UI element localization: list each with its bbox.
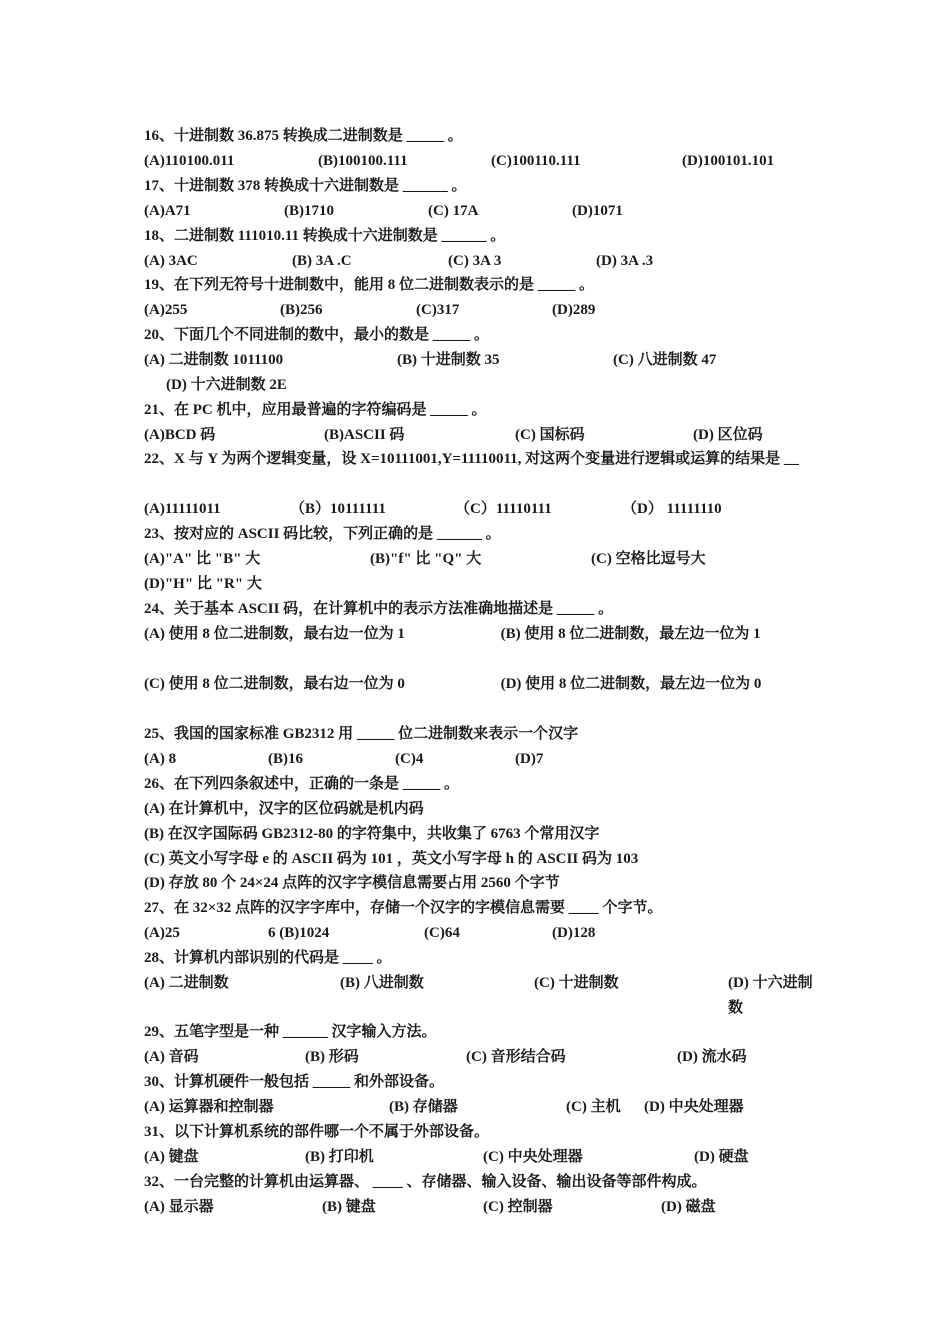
option-d: (D)128 xyxy=(552,925,596,941)
option-d: (D) 区位码 xyxy=(693,427,763,443)
options-row xyxy=(144,298,814,322)
option-a: (A) 二进制数 xyxy=(144,975,229,991)
option-b: (B) 键盘 xyxy=(322,1199,376,1215)
option-d: (D)1071 xyxy=(572,203,623,219)
question-stem: 17、十进制数 378 转换成十六进制数是 ______ 。 xyxy=(144,178,467,194)
option-c: (C) 八进制数 47 xyxy=(613,352,717,368)
question-stem: 25、我国的国家标准 GB2312 用 _____ 位二进制数来表示一个汉字 xyxy=(144,726,579,742)
option-c: (C)317 xyxy=(416,302,460,318)
options-row xyxy=(144,547,814,571)
option-c: (C) 主机 xyxy=(566,1099,621,1115)
options-row xyxy=(144,1045,814,1069)
option-c: (C) 3A 3 xyxy=(448,253,502,269)
option-c: (C) 十进制数 xyxy=(534,975,619,991)
question-stem: 23、按对应的 ASCII 码比较，下列正确的是 ______ 。 xyxy=(144,526,501,542)
question-stem: 24、关于基本 ASCII 码，在计算机中的表示方法准确地描述是 _____ 。 xyxy=(144,601,614,617)
option-a: (A) 运算器和控制器 xyxy=(144,1099,274,1115)
option-d: (D)7 xyxy=(515,751,544,767)
question-stem: 18、二进制数 111010.11 转换成十六进制数是 ______ 。 xyxy=(144,228,506,244)
options-row xyxy=(144,1195,814,1219)
option-a: (A)255 xyxy=(144,302,188,318)
option-c: (C)4 xyxy=(395,751,424,767)
option-d: (D) 流水码 xyxy=(677,1049,747,1065)
option-b: (B) 存储器 xyxy=(389,1099,458,1115)
option-a: (A)11111011 xyxy=(144,501,221,517)
question-stem: 29、五笔字型是一种 ______ 汉字输入方法。 xyxy=(144,1024,437,1040)
option-d: (D) 硬盘 xyxy=(694,1149,749,1165)
option-c: (C) 英文小写字母 e 的 ASCII 码为 101 ，英文小写字母 h 的 ASCII 码为 103 xyxy=(144,851,639,867)
option-a: (A)A71 xyxy=(144,203,191,219)
option-b: (B) 形码 xyxy=(305,1049,359,1065)
options-row xyxy=(144,672,814,722)
option-b: （B）10111111 xyxy=(290,501,386,517)
options-row xyxy=(144,199,814,223)
options-row xyxy=(144,497,814,521)
option-c: (C) 音形结合码 xyxy=(466,1049,566,1065)
options-row xyxy=(144,1095,814,1119)
option-b: (B)100100.111 xyxy=(318,153,408,169)
option-d: (D) 磁盘 xyxy=(661,1199,716,1215)
option-c: (C)64 xyxy=(424,925,460,941)
option-d: (D) 使用 8 位二进制数，最左边一位为 0 xyxy=(500,676,762,692)
option-d: (D)289 xyxy=(552,302,596,318)
option-d: (D)"H" 比 "R" 大 xyxy=(144,576,262,592)
question-stem: 19、在下列无符号十进制数中，能用 8 位二进制数表示的是 _____ 。 xyxy=(144,277,595,293)
option-d: (D) 存放 80 个 24×24 点阵的汉字字模信息需要占用 2560 个字节 xyxy=(144,875,560,891)
option-a: (A)"A" 比 "B" 大 xyxy=(144,551,261,567)
option-a: (A) 显示器 xyxy=(144,1199,214,1215)
option-a: (A) 键盘 xyxy=(144,1149,199,1165)
options-row xyxy=(144,622,814,672)
option-c: (C)100110.111 xyxy=(491,153,581,169)
option-b: (B) 打印机 xyxy=(305,1149,374,1165)
question-stem: 27、在 32×32 点阵的汉字字库中，存储一个汉字的字模信息需要 ____ 个字节。 xyxy=(144,900,663,916)
option-c: (C) 空格比逗号大 xyxy=(591,551,706,567)
option-a: (A)25 xyxy=(144,925,180,941)
option-b: (B) 使用 8 位二进制数，最左边一位为 1 xyxy=(500,626,761,642)
options-row xyxy=(144,747,814,771)
option-a: (A) 音码 xyxy=(144,1049,199,1065)
option-b: (B) 十进制数 35 xyxy=(397,352,500,368)
question-stem: 28、计算机内部识别的代码是 ____ 。 xyxy=(144,950,392,966)
options-row xyxy=(144,1145,814,1169)
options-row xyxy=(144,249,814,273)
option-b: (B)256 xyxy=(280,302,323,318)
option-b: (B)"f" 比 "Q" 大 xyxy=(370,551,482,567)
option-d: （D） 11111110 xyxy=(622,501,722,517)
options-row xyxy=(144,348,814,372)
options-row xyxy=(144,921,814,945)
question-stem: 30、计算机硬件一般包括 _____ 和外部设备。 xyxy=(144,1074,445,1090)
option-b: (B) 在汉字国际码 GB2312-80 的字符集中，共收集了 6763 个常用汉字 xyxy=(144,826,600,842)
option-a: (A) 二进制数 1011100 xyxy=(144,352,284,368)
option-a: (A) 8 xyxy=(144,751,177,767)
question-stem: 22、X 与 Y 为两个逻辑变量，设 X=10111001,Y=11110011, 对这两个变量进行逻辑或运算的结果是 __ xyxy=(144,451,799,467)
question-stem: 20、下面几个不同进制的数中，最小的数是 _____ 。 xyxy=(144,327,490,343)
option-d: (D) 3A .3 xyxy=(596,253,654,269)
question-stem: 21、在 PC 机中，应用最普遍的字符编码是 _____ 。 xyxy=(144,402,487,418)
option-c: (C) 中央处理器 xyxy=(483,1149,583,1165)
option-c: (C) 17A xyxy=(428,203,479,219)
option-b: (B)ASCII 码 xyxy=(324,427,405,443)
option-b: (B)1710 xyxy=(284,203,334,219)
option-a: (A)BCD 码 xyxy=(144,427,216,443)
option-d: (D) 中央处理器 xyxy=(644,1099,744,1115)
question-stem: 31、以下计算机系统的部件哪一个不属于外部设备。 xyxy=(144,1124,490,1140)
options-row xyxy=(144,149,814,173)
option-a: (A)110100.011 xyxy=(144,153,235,169)
question-stem: 32、一台完整的计算机由运算器、 ____ 、存储器、输入设备、输出设备等部件构成。 xyxy=(144,1174,707,1190)
option-c: (C) 国标码 xyxy=(515,427,585,443)
option-b: (B) 3A .C xyxy=(292,253,352,269)
option-d: (D) 十六进制数 xyxy=(728,975,813,1016)
question-stem: 26、在下列四条叙述中，正确的一条是 _____ 。 xyxy=(144,776,460,792)
options-row xyxy=(144,971,814,1016)
option-b: (B) 八进制数 xyxy=(340,975,424,991)
option-b: 6 (B)1024 xyxy=(268,925,330,941)
option-a: (A) 使用 8 位二进制数，最右边一位为 1 xyxy=(144,626,405,642)
option-c: (C) 控制器 xyxy=(483,1199,553,1215)
option-d: (D) 十六进制数 2E xyxy=(166,377,287,393)
option-d: (D)100101.101 xyxy=(682,153,775,169)
question-stem: 16、十进制数 36.875 转换成二进制数是 _____ 。 xyxy=(144,128,463,144)
option-a: (A) 在计算机中，汉字的区位码就是机内码 xyxy=(144,801,424,817)
option-a: (A) 3AC xyxy=(144,253,198,269)
option-b: (B)16 xyxy=(268,751,303,767)
options-row xyxy=(144,423,814,447)
option-c: (C) 使用 8 位二进制数，最右边一位为 0 xyxy=(144,676,405,692)
option-c: （C）11110111 xyxy=(455,501,552,517)
